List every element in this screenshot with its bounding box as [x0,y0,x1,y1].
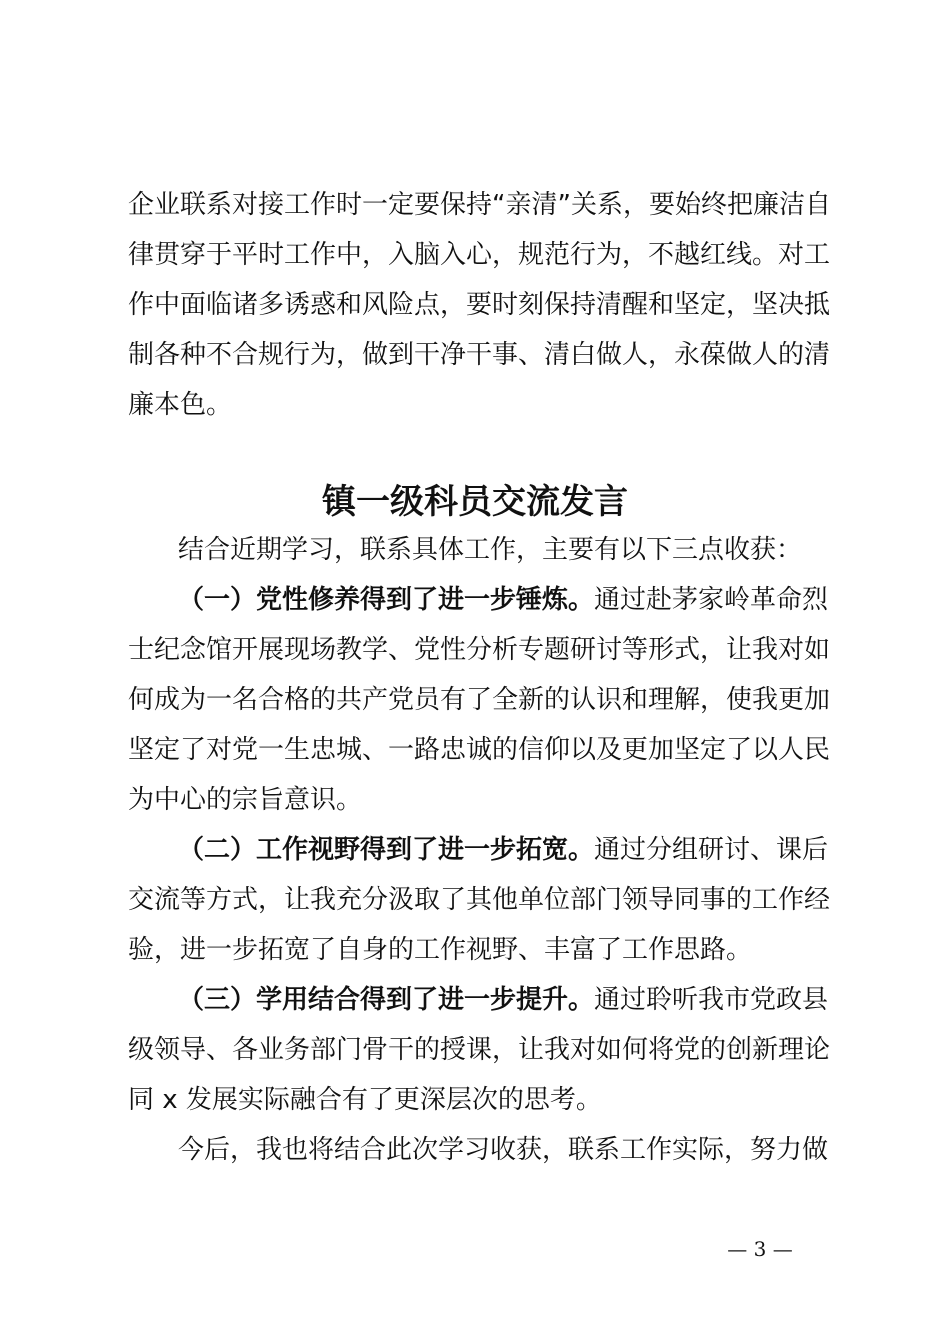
paragraph-line: 坚定了对党一生忠城、一路忠诚的信仰以及更加坚定了以人民 [128,735,831,765]
page-number: — 3 — [727,1237,793,1261]
point-text: 通过聆听我市党政县 [594,985,829,1015]
paragraph-line: 廉本色。 [128,390,233,420]
paragraph-line: 同 x 发展实际融合有了更深层次的思考。 [128,1085,602,1115]
point-first-line [178,584,838,616]
paragraph-line: 作中面临诸多诱惑和风险点，要时刻保持清醒和坚定，坚决抵 [128,290,831,320]
point-heading: （一）党性修养得到了进一步锤炼。 [178,585,595,615]
paragraph-line: 交流等方式，让我充分汲取了其他单位部门领导同事的工作经 [128,885,831,915]
paragraph-line: 士纪念馆开展现场教学、党性分析专题研讨等形式，让我对如 [128,635,831,665]
paragraph-line: 企业联系对接工作时一定要保持“亲清”关系，要始终把廉洁自 [128,190,831,220]
paragraph-line: 验，进一步拓宽了自身的工作视野、丰富了工作思路。 [128,935,753,965]
section-title: 镇一级科员交流发言 [322,482,628,522]
point-heading: （二）工作视野得到了进一步拓宽。 [178,835,595,865]
paragraph-line: 为中心的宗旨意识。 [128,785,363,815]
point-first-line [178,984,838,1016]
intro-line: 结合近期学习，联系具体工作，主要有以下三点收获： [178,535,803,565]
paragraph-line: 何成为一名合格的共产党员有了全新的认识和理解，使我更加 [128,685,831,715]
paragraph-line: 级领导、各业务部门骨干的授课，让我对如何将党的创新理论 [128,1035,831,1065]
point-text: 通过分组研讨、课后 [594,835,829,865]
point-text: 通过赴茅家岭革命烈 [594,585,829,615]
point-first-line [178,834,838,866]
paragraph-line: 律贯穿于平时工作中，入脑入心，规范行为，不越红线。对工 [128,240,831,270]
paragraph-line: 制各种不合规行为，做到干净干事、清白做人，永葆做人的清 [128,340,831,370]
point-heading: （三）学用结合得到了进一步提升。 [178,985,595,1015]
closing-line: 今后，我也将结合此次学习收获，联系工作实际，努力做 [178,1135,829,1165]
